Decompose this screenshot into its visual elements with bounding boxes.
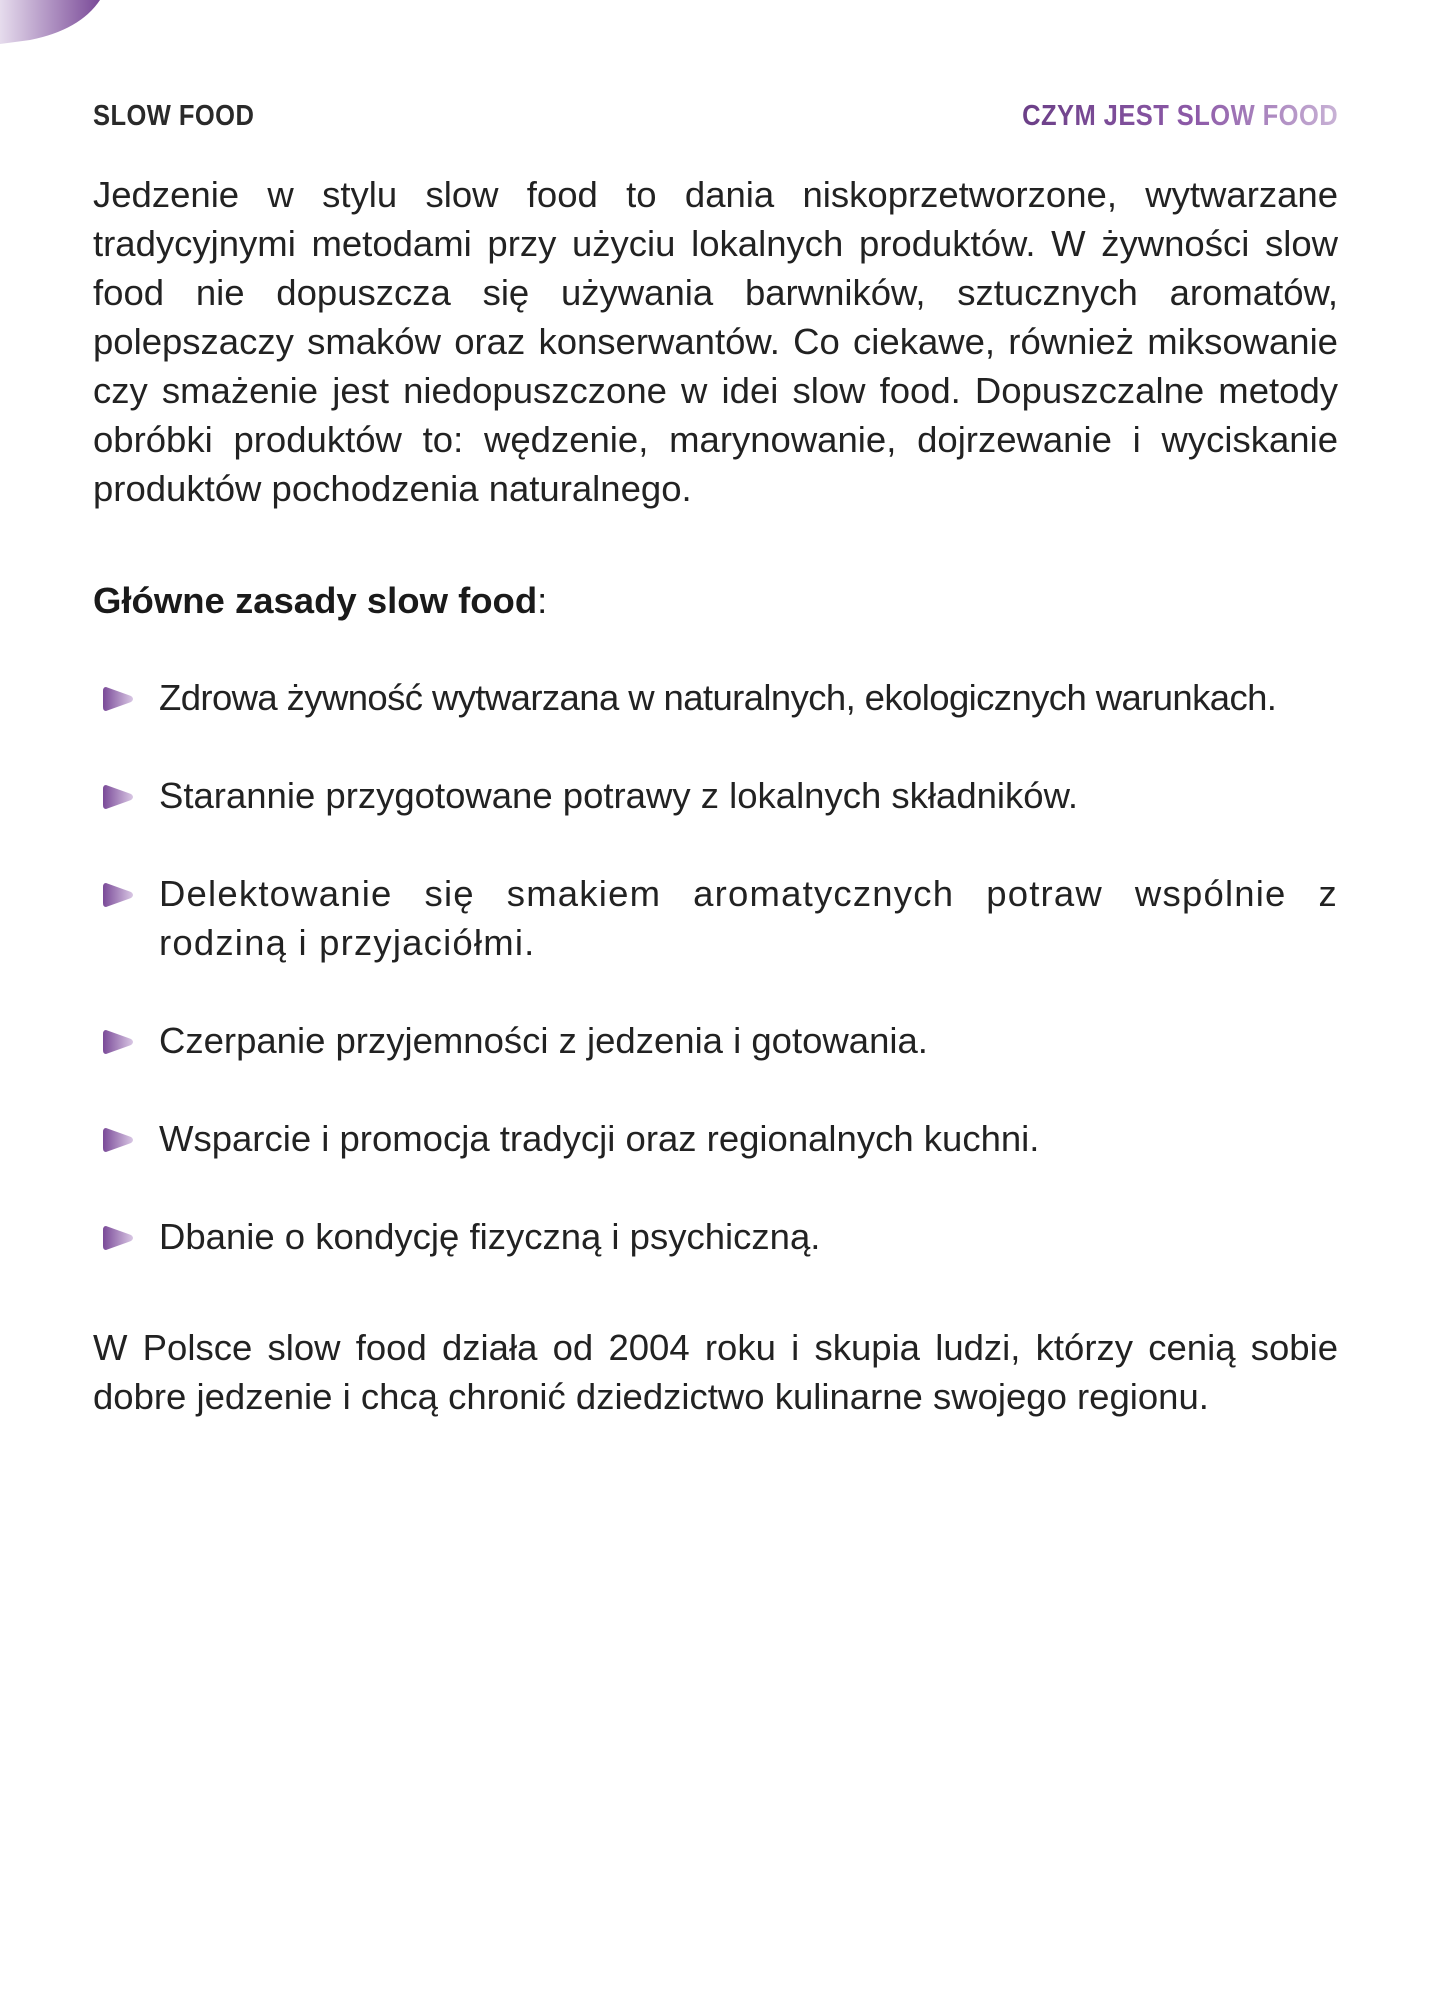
corner-decoration-shape xyxy=(0,0,110,46)
list-item-text: Czerpanie przyjemności z jedzenia i gotowania. xyxy=(159,1020,928,1061)
list-item-text: Wsparcie i promocja tradycji oraz regionalnych kuchni. xyxy=(159,1118,1040,1159)
rounded-triangle-bullet-icon xyxy=(102,1028,136,1056)
list-item-text: Dbanie o kondycję fizyczną i psychiczną. xyxy=(159,1216,821,1257)
header-chapter-title: CZYM JEST SLOW FOOD xyxy=(1021,99,1338,132)
page-header xyxy=(93,96,1338,136)
list-item xyxy=(93,1016,1338,1065)
rounded-triangle-bullet-icon xyxy=(102,1126,136,1154)
page-content xyxy=(93,170,1338,1421)
list-item xyxy=(93,869,1338,967)
list-item xyxy=(93,1212,1338,1261)
rounded-triangle-bullet-icon xyxy=(102,1224,136,1252)
principles-list xyxy=(93,673,1338,1261)
list-item xyxy=(93,673,1338,722)
principles-heading-colon: : xyxy=(537,580,548,621)
list-item xyxy=(93,1114,1338,1163)
list-item-text: Zdrowa żywność wytwarzana w naturalnych, ekologicznych warunkach. xyxy=(159,677,1277,718)
list-item xyxy=(93,771,1338,820)
rounded-triangle-bullet-icon xyxy=(102,881,136,909)
principles-heading-text: Główne zasady slow food xyxy=(93,580,538,621)
list-item-text: Starannie przygotowane potrawy z lokalnych składników. xyxy=(159,775,1079,816)
rounded-triangle-bullet-icon xyxy=(102,685,136,713)
rounded-triangle-bullet-icon xyxy=(102,783,136,811)
intro-paragraph: Jedzenie w stylu slow food to dania niskoprzetworzone, wytwarzane tradycyjnymi metodami przy użyciu lokalnych produktów. W żywności slow food nie dopuszcza się używania barwników, sztucznych aromatów, polepszaczy smaków oraz konserwantów. Co ciekawe, również miksowanie czy smażenie jest niedopuszczone w idei slow food. Dopuszczalne metody obróbki produktów to: wędzenie, marynowanie, dojrzewanie i wyciskanie produktów pochodzenia naturalnego. xyxy=(93,174,1338,509)
closing-paragraph: W Polsce slow food działa od 2004 roku i skupia ludzi, którzy cenią sobie dobre jedzenie i chcą chronić dziedzictwo kulinarne swojego regionu. xyxy=(93,1327,1338,1417)
header-section-title: SLOW FOOD xyxy=(93,99,255,132)
principles-heading xyxy=(93,576,1338,625)
list-item-text: Delektowanie się smakiem aromatycznych potraw wspólnie z rodziną i przyjaciółmi. xyxy=(159,873,1338,963)
